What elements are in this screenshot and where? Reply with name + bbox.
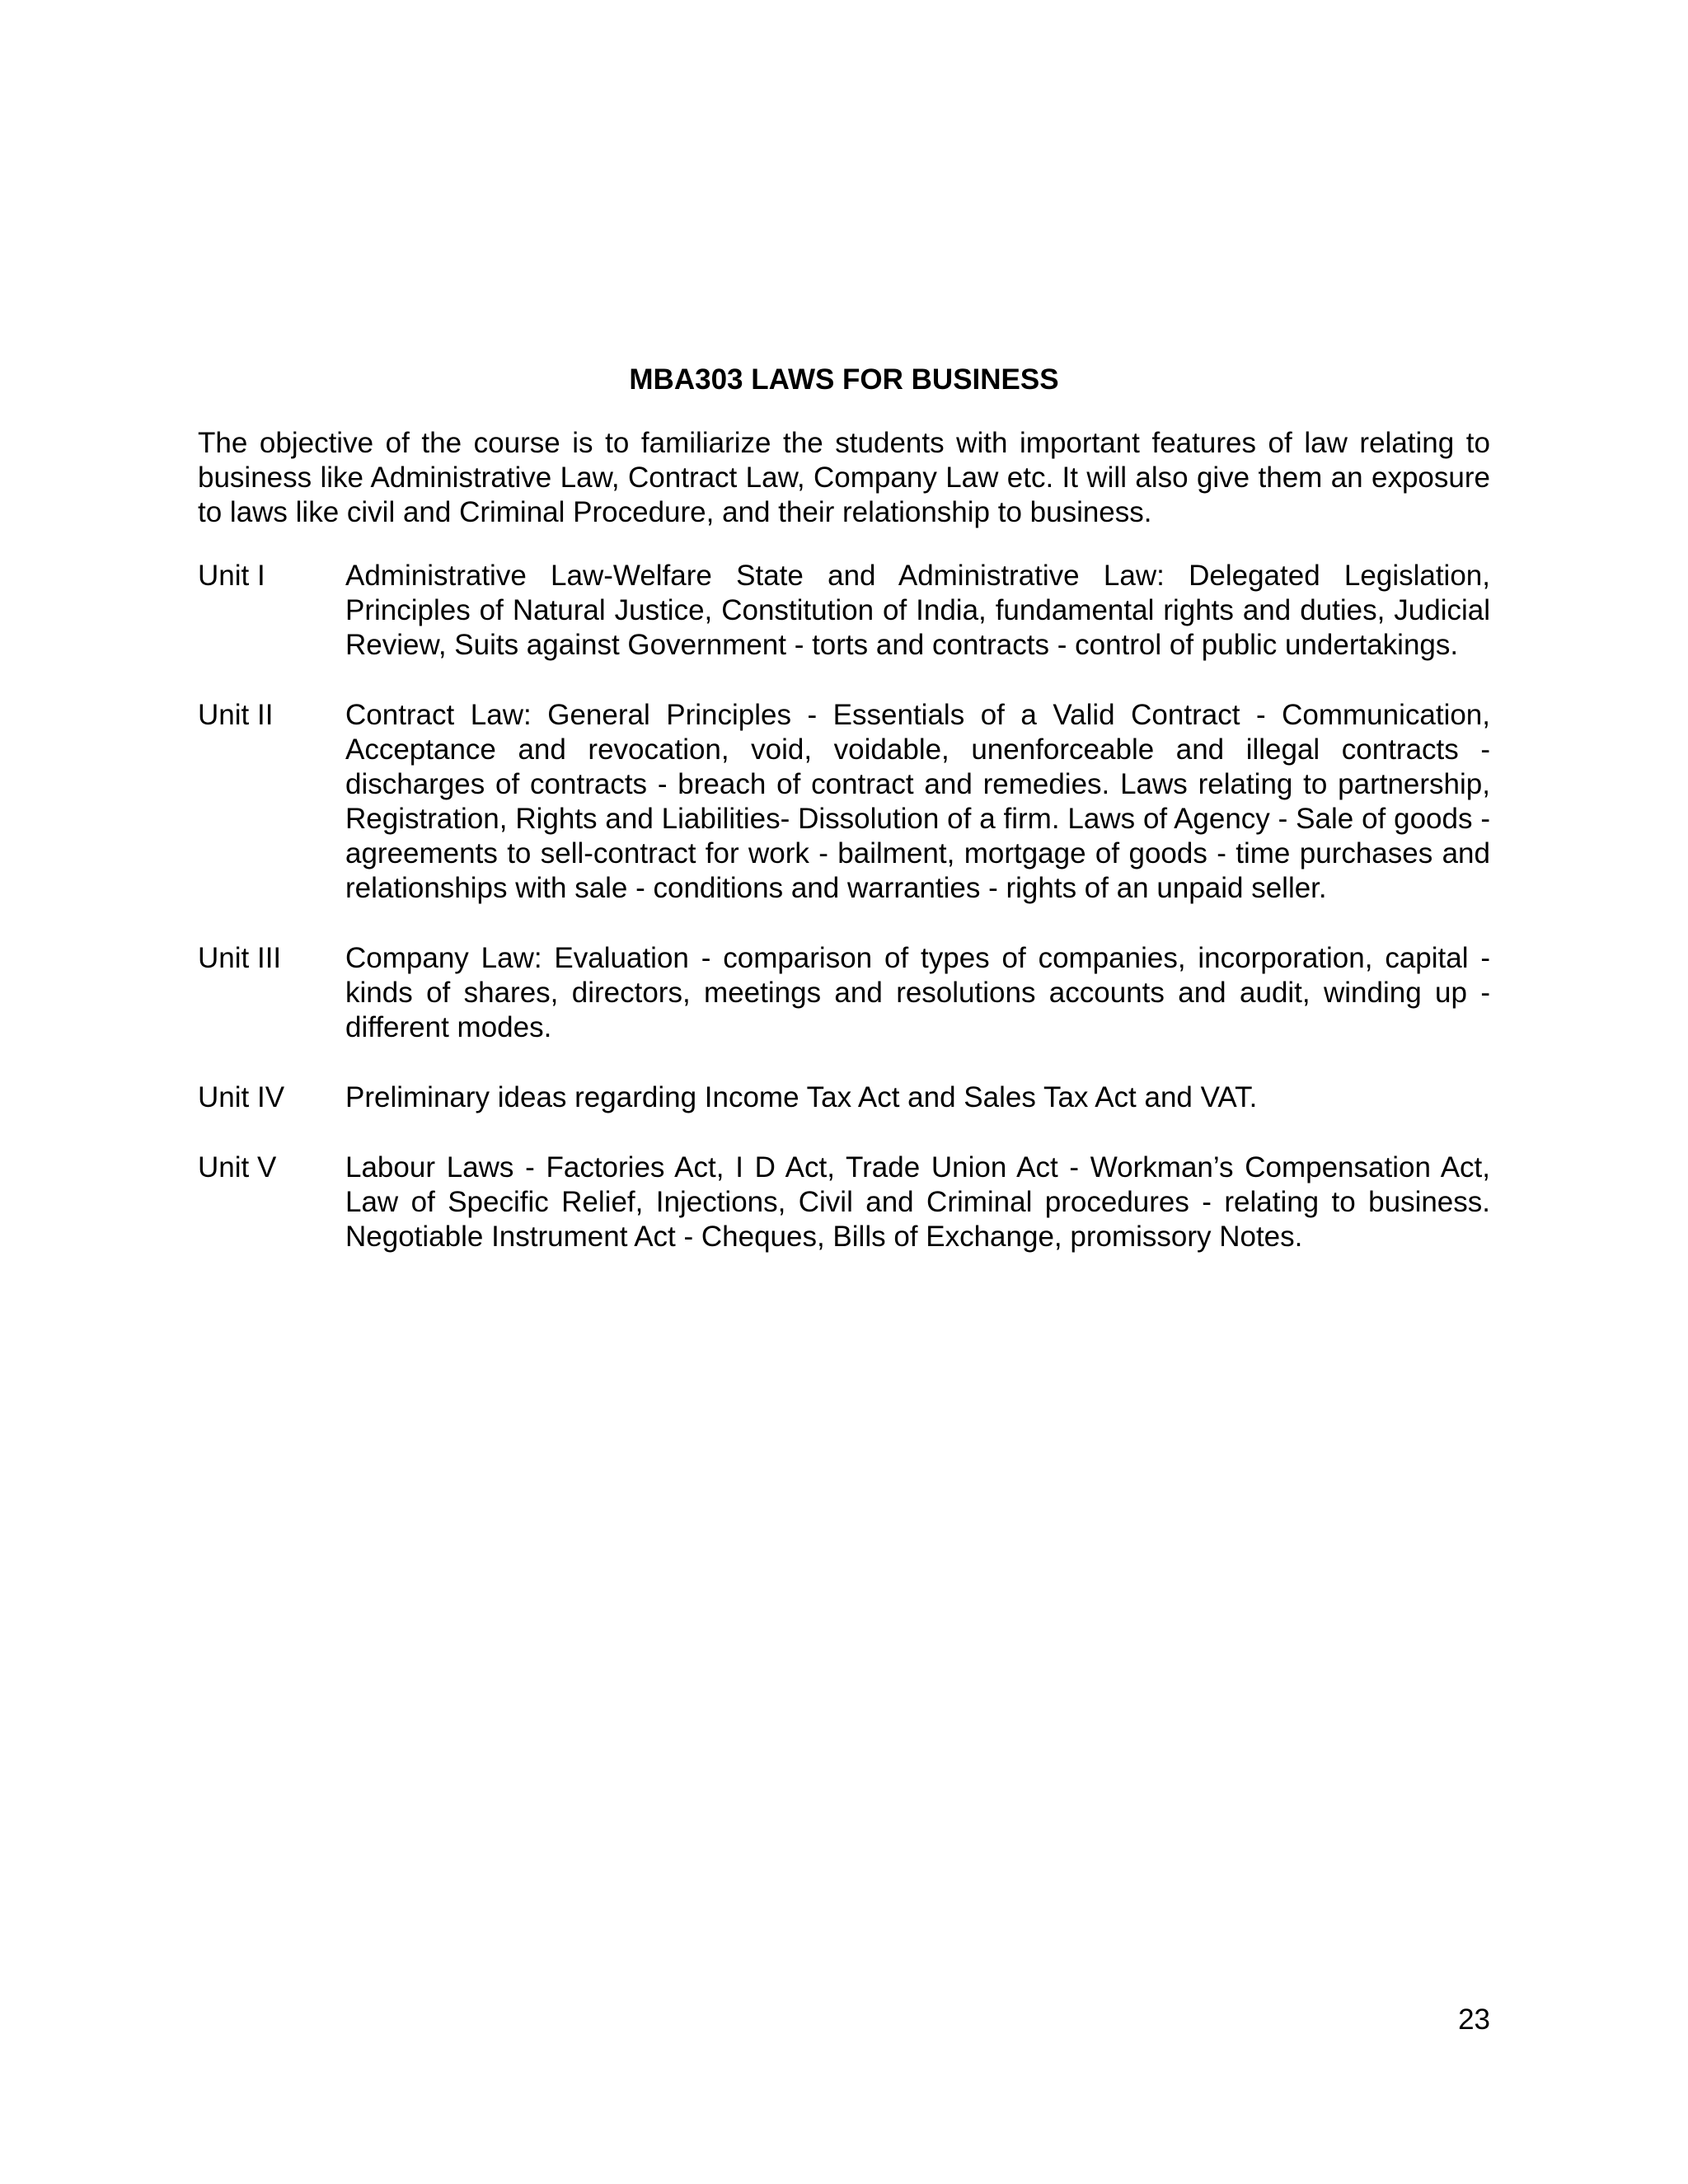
unit-5-section [198, 1151, 1490, 1254]
unit-2-label: Unit II [198, 699, 274, 731]
unit-4-section [198, 1080, 1490, 1115]
unit-3-label: Unit III [198, 942, 282, 974]
unit-2-description: Contract Law: General Principles - Essentials of a Valid Contract - Communication, Acceptance and revocation, void, voidable, unenforceable and illegal contracts - discharges of contracts - breach of contract and remedies. Laws relating to partnership, Registration, Rights and Liabilities- Dissolution of a firm. Laws of Agency - Sale of goods - agreements to sell-contract for work - bailment, mortgage of goods - time purchases and relationships with sale - conditions and warranties - rights of an unpaid seller. [345, 699, 1490, 904]
unit-4-label: Unit IV [198, 1081, 285, 1113]
unit-5-description: Labour Laws - Factories Act, I D Act, Trade Union Act - Workman’s Compensation Act, Law of Specific Relief, Injections, Civil and Criminal procedures - relating to business. Negotiable Instrument Act - Cheques, Bills of Exchange, promissory Notes. [345, 1151, 1490, 1253]
unit-1-description: Administrative Law-Welfare State and Administrative Law: Delegated Legislation, Principles of Natural Justice, Constitution of India, fundamental rights and duties, Judicial Review, Suits against Government - torts and contracts - control of public undertakings. [345, 560, 1490, 661]
course-objective-paragraph: The objective of the course is to familiarize the students with important features of law relating to business like Administrative Law, Contract Law, Company Law etc. It will also give them an exposure to laws like civil and Criminal Procedure, and their relationship to business. [198, 427, 1490, 528]
unit-1-section [198, 559, 1490, 663]
unit-5-label: Unit V [198, 1151, 277, 1183]
page-number: 23 [1458, 2004, 1490, 2036]
unit-1-label: Unit I [198, 560, 265, 592]
unit-2-section [198, 698, 1490, 906]
page-title: MBA303 LAWS FOR BUSINESS [629, 363, 1059, 396]
unit-3-description: Company Law: Evaluation - comparison of types of companies, incorporation, capital - kinds of shares, directors, meetings and resolutions accounts and audit, winding up - different modes. [345, 942, 1490, 1043]
unit-4-description: Preliminary ideas regarding Income Tax Act and Sales Tax Act and VAT. [345, 1081, 1258, 1113]
unit-3-section [198, 941, 1490, 1045]
document-page [198, 363, 1490, 1290]
